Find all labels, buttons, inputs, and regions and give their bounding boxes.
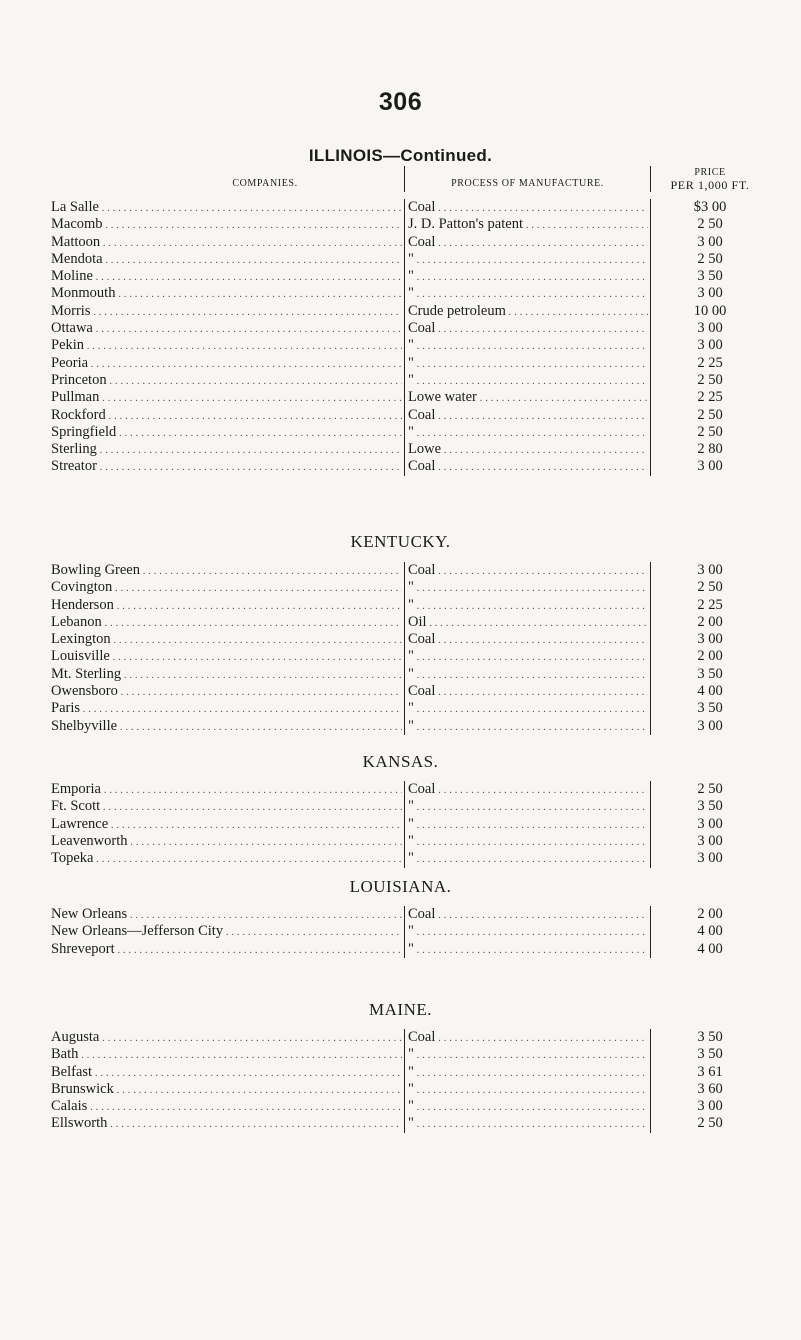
company-cell: Topeka . . .: [51, 850, 402, 868]
price-cell: 3 00: [697, 320, 723, 337]
company-cell: Bath . . .: [51, 1046, 402, 1064]
section-title: ILLINOIS—Continued.: [308, 146, 493, 165]
company-cell: Owensboro . . .: [51, 683, 402, 701]
table-row: [0, 251, 801, 268]
table-row: [0, 666, 801, 683]
price-cell: 2 25: [697, 596, 723, 613]
price-cell: 2 50: [697, 579, 723, 596]
price-cell: 3 00: [697, 631, 723, 648]
price-cell: 2 50: [697, 781, 723, 797]
company-cell: Louisville . . .: [51, 648, 402, 666]
company-cell: Belfast . . .: [51, 1064, 402, 1082]
section-title: MAINE.: [369, 1000, 432, 1019]
table-row: [0, 816, 801, 833]
process-cell: " . . .: [408, 1046, 648, 1064]
company-cell: Lexington . . .: [51, 631, 402, 649]
company-cell: Springfield . . .: [51, 424, 402, 442]
process-cell: " . . .: [408, 923, 648, 941]
price-cell: $3 00: [693, 199, 727, 215]
section-table: [0, 199, 801, 476]
price-cell: 2 00: [697, 613, 723, 630]
table-row: [0, 372, 801, 389]
process-cell: Coal . . .: [408, 562, 648, 580]
table-row: [0, 562, 801, 579]
section-title: LOUISIANA.: [349, 877, 452, 896]
table-row: [0, 424, 801, 441]
price-cell: 3 00: [697, 233, 723, 250]
table-row: [0, 355, 801, 372]
header-divider: [650, 166, 651, 192]
price-cell: 3 00: [697, 815, 723, 832]
process-cell: " . . .: [408, 1098, 648, 1116]
price-cell: 3 00: [697, 717, 723, 734]
column-header-price-line1: PRICE: [694, 167, 726, 178]
price-cell: 10 00: [693, 302, 727, 319]
process-cell: " . . .: [408, 718, 648, 736]
column-header-companies: COMPANIES.: [232, 178, 298, 189]
process-cell: Oil . . .: [408, 614, 648, 632]
price-cell: 3 00: [697, 285, 723, 302]
table-row: [0, 337, 801, 354]
process-cell: " . . .: [408, 355, 648, 373]
process-cell: Coal . . .: [408, 631, 648, 649]
table-row: [0, 303, 801, 320]
price-cell: 3 00: [697, 562, 723, 578]
company-cell: Shreveport . . .: [51, 941, 402, 959]
process-cell: " . . .: [408, 424, 648, 442]
table-row: [0, 320, 801, 337]
column-divider: [650, 562, 651, 735]
company-cell: Emporia . . .: [51, 781, 402, 799]
table-row: [0, 833, 801, 850]
column-divider: [404, 199, 405, 476]
price-cell: 2 50: [697, 216, 723, 233]
table-row: [0, 1029, 801, 1046]
price-cell: 2 50: [697, 371, 723, 388]
table-row: [0, 923, 801, 940]
company-cell: Rockford . . .: [51, 407, 402, 425]
table-row: [0, 234, 801, 251]
company-cell: Brunswick . . .: [51, 1081, 402, 1099]
price-cell: 4 00: [697, 683, 723, 700]
table-row: [0, 798, 801, 815]
table-row: [0, 614, 801, 631]
price-cell: 3 61: [697, 1063, 723, 1080]
process-cell: " . . .: [408, 1115, 648, 1133]
company-cell: New Orleans . . .: [51, 906, 402, 924]
column-divider: [404, 1029, 405, 1133]
process-cell: " . . .: [408, 251, 648, 269]
price-cell: 3 50: [697, 1046, 723, 1063]
company-cell: Leavenworth . . .: [51, 833, 402, 851]
process-cell: " . . .: [408, 648, 648, 666]
table-row: [0, 1064, 801, 1081]
price-cell: 2 25: [697, 354, 723, 371]
process-cell: " . . .: [408, 666, 648, 684]
company-cell: Mattoon . . .: [51, 234, 402, 252]
section-title: KANSAS.: [362, 752, 439, 771]
table-row: [0, 906, 801, 923]
company-cell: Lebanon . . .: [51, 614, 402, 632]
process-cell: Lowe water . . .: [408, 389, 648, 407]
process-cell: Coal . . .: [408, 458, 648, 476]
table-row: [0, 407, 801, 424]
table-row: [0, 683, 801, 700]
company-cell: Macomb . . .: [51, 216, 402, 234]
company-cell: Augusta . . .: [51, 1029, 402, 1047]
table-row: [0, 441, 801, 458]
column-divider: [650, 199, 651, 476]
process-cell: " . . .: [408, 700, 648, 718]
process-cell: " . . .: [408, 372, 648, 390]
price-cell: 4 00: [697, 923, 723, 940]
section-table: [0, 562, 801, 735]
company-cell: Pullman . . .: [51, 389, 402, 407]
table-row: [0, 941, 801, 958]
price-cell: 3 00: [697, 1098, 723, 1115]
company-cell: Peoria . . .: [51, 355, 402, 373]
header-divider: [404, 166, 405, 192]
table-row: [0, 631, 801, 648]
company-cell: Mendota . . .: [51, 251, 402, 269]
column-divider: [404, 906, 405, 958]
price-cell: 3 50: [697, 798, 723, 815]
process-cell: " . . .: [408, 1064, 648, 1082]
process-cell: " . . .: [408, 285, 648, 303]
company-cell: Sterling . . .: [51, 441, 402, 459]
table-row: [0, 781, 801, 798]
company-cell: Ft. Scott . . .: [51, 798, 402, 816]
company-cell: Princeton . . .: [51, 372, 402, 390]
table-row: [0, 1115, 801, 1132]
process-cell: " . . .: [408, 816, 648, 834]
price-cell: 2 00: [697, 648, 723, 665]
column-divider: [650, 1029, 651, 1133]
company-cell: New Orleans—Jefferson City . . .: [51, 923, 402, 941]
company-cell: Moline . . .: [51, 268, 402, 286]
price-cell: 3 00: [697, 850, 723, 867]
company-cell: Lawrence . . .: [51, 816, 402, 834]
price-cell: 3 60: [697, 1080, 723, 1097]
company-cell: Covington . . .: [51, 579, 402, 597]
table-row: [0, 718, 801, 735]
column-header-process: PROCESS OF MANUFACTURE.: [451, 178, 604, 189]
section-title: KENTUCKY.: [350, 532, 451, 551]
process-cell: Coal . . .: [408, 683, 648, 701]
price-cell: 3 50: [697, 700, 723, 717]
table-row: [0, 216, 801, 233]
price-cell: 4 00: [697, 940, 723, 957]
table-row: [0, 458, 801, 475]
column-header-price-line2: PER 1,000 FT.: [670, 178, 750, 192]
price-cell: 2 25: [697, 389, 723, 406]
process-cell: " . . .: [408, 579, 648, 597]
process-cell: " . . .: [408, 798, 648, 816]
column-divider: [404, 562, 405, 735]
process-cell: Lowe . . .: [408, 441, 648, 459]
price-cell: 2 80: [697, 441, 723, 458]
price-cell: 3 00: [697, 337, 723, 354]
price-cell: 3 00: [697, 458, 723, 475]
table-row: [0, 389, 801, 406]
price-cell: 2 00: [697, 906, 723, 922]
column-header-price: [648, 167, 772, 191]
company-cell: La Salle . . .: [51, 199, 402, 217]
table-row: [0, 700, 801, 717]
process-cell: Coal . . .: [408, 234, 648, 252]
company-cell: Pekin . . .: [51, 337, 402, 355]
price-cell: 2 50: [697, 406, 723, 423]
table-row: [0, 1098, 801, 1115]
process-cell: Coal . . .: [408, 1029, 648, 1047]
process-cell: Coal . . .: [408, 781, 648, 799]
column-divider: [650, 781, 651, 868]
process-cell: Coal . . .: [408, 906, 648, 924]
company-cell: Monmouth . . .: [51, 285, 402, 303]
section-table: [0, 781, 801, 867]
column-divider: [404, 781, 405, 868]
company-cell: Bowling Green . . .: [51, 562, 402, 580]
company-cell: Morris . . .: [51, 303, 402, 321]
process-cell: " . . .: [408, 597, 648, 615]
table-row: [0, 1046, 801, 1063]
company-cell: Ottawa . . .: [51, 320, 402, 338]
section-table: [0, 906, 801, 958]
price-cell: 2 50: [697, 1115, 723, 1132]
company-cell: Shelbyville . . .: [51, 718, 402, 736]
company-cell: Paris . . .: [51, 700, 402, 718]
table-row: [0, 268, 801, 285]
table-row: [0, 579, 801, 596]
price-cell: 3 50: [697, 1029, 723, 1045]
process-cell: " . . .: [408, 941, 648, 959]
table-row: [0, 199, 801, 216]
process-cell: " . . .: [408, 268, 648, 286]
process-cell: " . . .: [408, 833, 648, 851]
table-row: [0, 850, 801, 867]
process-cell: Crude petroleum . . .: [408, 303, 648, 321]
table-row: [0, 648, 801, 665]
column-divider: [650, 906, 651, 958]
price-cell: 2 50: [697, 250, 723, 267]
process-cell: Coal . . .: [408, 320, 648, 338]
table-row: [0, 1081, 801, 1098]
process-cell: J. D. Patton's patent . . .: [408, 216, 648, 234]
company-cell: Ellsworth . . .: [51, 1115, 402, 1133]
price-cell: 2 50: [697, 423, 723, 440]
price-cell: 3 00: [697, 832, 723, 849]
company-cell: Henderson . . .: [51, 597, 402, 615]
process-cell: " . . .: [408, 850, 648, 868]
process-cell: Coal . . .: [408, 199, 648, 217]
process-cell: " . . .: [408, 337, 648, 355]
company-cell: Streator . . .: [51, 458, 402, 476]
table-row: [0, 285, 801, 302]
page-number: 306: [378, 88, 423, 116]
process-cell: " . . .: [408, 1081, 648, 1099]
price-cell: 3 50: [697, 268, 723, 285]
company-cell: Mt. Sterling . . .: [51, 666, 402, 684]
section-table: [0, 1029, 801, 1133]
price-cell: 3 50: [697, 665, 723, 682]
company-cell: Calais . . .: [51, 1098, 402, 1116]
process-cell: Coal . . .: [408, 407, 648, 425]
table-row: [0, 597, 801, 614]
